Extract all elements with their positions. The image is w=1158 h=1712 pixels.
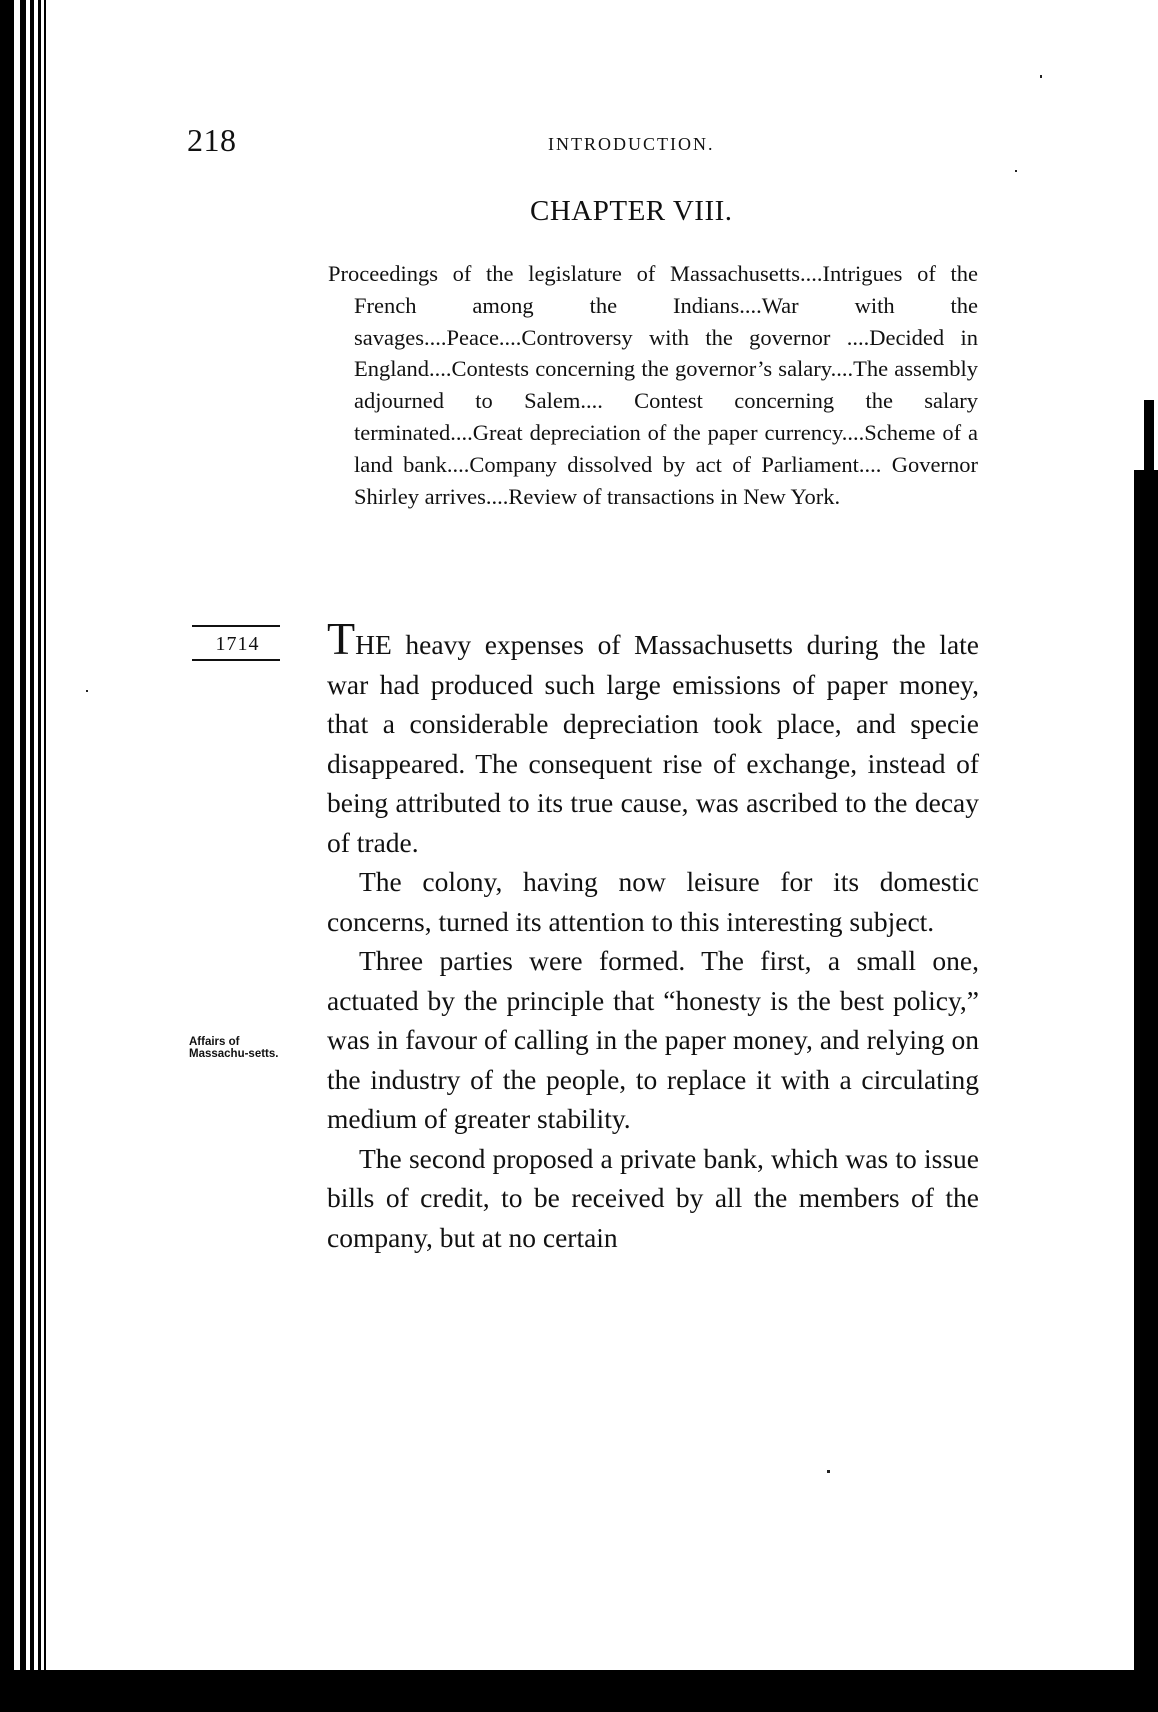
scan-speck: [827, 1470, 830, 1473]
scan-speck: [86, 690, 88, 692]
page-number: 218: [187, 122, 237, 158]
margin-year-text: 1714: [215, 633, 260, 655]
chapter-summary: Proceedings of the legislature of Massachusetts....Intrigues of the French among the Indians....War with the savages....Peace....Controversy with the governor ....Decided in England....Contests concerning the governor’s salary....The assembly adjourned to Salem.... Contest concerning the salary terminated....Great depreciation of the paper currency....Scheme of a land bank....Company dissolved by act of Parliament.... Governor Shirley arrives....Review of transactions in New York.: [328, 261, 978, 509]
paragraph: [327, 613, 979, 862]
scan-speck: [1040, 75, 1042, 78]
paragraph: The colony, having now leisure for its domestic concerns, turned its attention to this interesting subject.: [327, 866, 979, 937]
margin-note: Affairs of Massachu-setts.: [189, 1036, 279, 1060]
scan-binding-stripe: [38, 0, 41, 1700]
drop-cap: T: [327, 613, 356, 664]
scan-binding-stripe: [44, 0, 46, 1700]
scan-binding-stripe: [30, 0, 34, 1700]
chapter-heading: CHAPTER VIII.: [530, 195, 733, 227]
margin-year: [195, 625, 280, 661]
margin-rule: [192, 659, 280, 661]
body-text: [327, 613, 979, 1257]
running-title: INTRODUCTION.: [548, 134, 715, 154]
scan-speck: [1015, 170, 1017, 172]
scan-page-edge: [1134, 470, 1158, 1670]
scan-page-edge: [1144, 400, 1154, 480]
running-head: [0, 122, 1158, 162]
scan-binding-edge: [0, 0, 14, 1700]
scan-bottom-shadow: [0, 1670, 1158, 1712]
paragraph-text: HE heavy expenses of Massachusetts during the late war had produced such large emissions of paper money, that a considerable depreciation took place, and specie disappeared. The consequent rise of exchange, instead of being attributed to its true cause, was ascribed to the decay of trade.: [327, 629, 979, 858]
paragraph: Three parties were formed. The first, a small one, actuated by the principle that “honesty is the best policy,” was in favour of calling in the paper money, and relying on the industry of the people, to replace it with a circulating medium of greater stability.: [327, 945, 979, 1134]
paragraph: The second proposed a private bank, which was to issue bills of credit, to be received by all the members of the company, but at no certain: [327, 1142, 979, 1253]
margin-rule: [192, 625, 280, 627]
scan-binding-stripe: [20, 0, 26, 1700]
